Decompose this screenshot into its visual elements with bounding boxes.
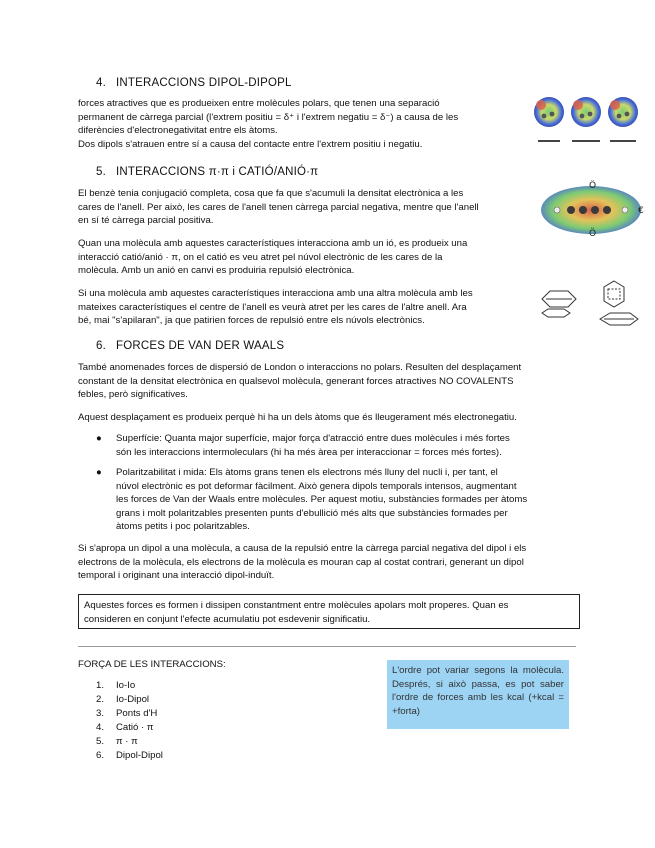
forces-title: FORÇA DE LES INTERACCIONS: bbox=[78, 659, 226, 670]
molecule-map-3 bbox=[608, 97, 638, 127]
section-5-paragraph-2 bbox=[78, 237, 530, 278]
bullet-dot: ● bbox=[96, 467, 102, 478]
text-line: les forces de Van der Waals entre molècules. Per aquest motiu, substàncies formades per àtoms bbox=[116, 494, 528, 506]
horizontal-divider bbox=[78, 646, 576, 647]
text-line: núvol electrònic es pot deformar fàcilment. Això genera dipols temporals intensos, augmentant bbox=[116, 480, 517, 492]
section-6-paragraph-1 bbox=[78, 361, 578, 402]
text-line: Dos dipols s'atrauen entre sí a causa del contacte entre l'extrem positiu i negatiu. bbox=[78, 138, 423, 150]
caption-marks bbox=[538, 140, 636, 142]
text-line: Aquestes forces es formen i dissipen constantment entre molècules apolars molt properes. Quan es bbox=[84, 600, 509, 611]
list-item: 3. Ponts d'H bbox=[96, 708, 158, 719]
benzene-potential-map-figure bbox=[537, 180, 649, 240]
text-line: cares de l'anell. Per això, les cares de l'anell tenen càrrega parcial negativa, mentre que l'anell bbox=[78, 201, 479, 213]
text-line: Si una molècula amb aquestes característiques interacciona amb una altra molècula amb les bbox=[78, 288, 473, 299]
force-label: Ponts d'H bbox=[116, 708, 158, 719]
text-line: El benzè tenia conjugació completa, cosa que fa que s'acumuli la densitat electrònica a les bbox=[78, 188, 464, 199]
highlight-box bbox=[78, 594, 580, 629]
force-label: Dipol-Dipol bbox=[116, 750, 163, 761]
order-note-callout: L'ordre pot variar segons la molècula. Després, si això passa, es pot saber l'ordre de forces amb les kcal (+kcal = +forta) bbox=[387, 660, 569, 729]
molecule-map-1 bbox=[534, 97, 564, 127]
text-line: bé, mai "s'apilaran", ja que patirien forces de repulsió entre els núvols electrònics. bbox=[78, 315, 425, 327]
text-line: febles, però significatives. bbox=[78, 389, 188, 401]
forces-list bbox=[96, 679, 163, 763]
section-4-number: 4. bbox=[96, 77, 106, 89]
text-line: forces atractives que es produeixen entre molècules polars, que tenen una separació bbox=[78, 98, 440, 109]
bullet-dot: ● bbox=[96, 433, 102, 444]
section-5-title: INTERACCIONS π·π i CATIÓ/ANIÓ·π bbox=[116, 166, 319, 178]
text-line: molècula. Amb un anió en canvi es produiria repulsió electrònica. bbox=[78, 265, 355, 277]
section-6-paragraph-3 bbox=[78, 542, 578, 583]
force-label: Io-Io bbox=[116, 680, 136, 691]
text-line: electrons de la molècula, els electrons de la molècula es mouran cap al costat contrari, generant un dipol bbox=[78, 556, 524, 568]
text-line: Polaritzabilitat i mida: Els àtoms grans tenen els electrons més lluny del nucli i, per tant, el bbox=[116, 467, 498, 478]
list-item: 5. π · π bbox=[96, 736, 138, 747]
section-6-title: FORCES DE VAN DER WAALS bbox=[116, 340, 285, 352]
svg-text:€: € bbox=[638, 206, 644, 216]
section-5-paragraph-1 bbox=[78, 187, 530, 228]
force-label: Catió · π bbox=[116, 722, 154, 733]
bullet-polarizability bbox=[96, 466, 578, 534]
section-4-title: INTERACCIONS DIPOL-DIPOPL bbox=[116, 77, 292, 89]
dipole-potential-maps-figure bbox=[532, 90, 644, 146]
text-line: Quan una molècula amb aquestes característiques interacciona amb un ió, es produeix una bbox=[78, 238, 468, 249]
bullet-surface bbox=[96, 432, 578, 459]
text-line: permanent de càrrega parcial (l'extrem positiu = δ⁺ i l'extrem negatiu = δ⁻) a causa de les bbox=[78, 111, 459, 123]
text-line: També anomenades forces de dispersió de London o interaccions no polars. Resulten del desplaçament bbox=[78, 362, 522, 373]
text-line: grans i molt polaritzables presenten punts d'ebullició més alts que substàncies formades per bbox=[116, 507, 508, 519]
list-item: 4. Catió · π bbox=[96, 722, 154, 733]
section-6-number: 6. bbox=[96, 340, 106, 352]
text-line: interacció catió/anió · π, on el catió es veu atret pel núvol electrònic de les cares de la bbox=[78, 251, 443, 263]
text-line: Si s'apropa un dipol a una molècula, a causa de la repulsió entre la càrrega parcial negativa del dipol i els bbox=[78, 543, 527, 554]
text-line: consideren en conjunt l'efecte acumulatiu pot esdevenir significatiu. bbox=[84, 613, 371, 625]
text-line: Superfície: Quanta major superfície, major força d'atracció entre dues molècules i més fortes bbox=[116, 433, 510, 444]
benzene-stacking-figure bbox=[534, 279, 644, 337]
force-label: π · π bbox=[116, 736, 138, 747]
text-line: en sí té càrrega parcial positiva. bbox=[78, 215, 214, 227]
text-line: constant de la densitat electrònica en qualsevol molècula, generant forces atractives NO COVALENTS bbox=[78, 375, 514, 387]
section-4-text bbox=[78, 97, 524, 151]
svg-text:Ö: Ö bbox=[589, 181, 597, 191]
section-6-paragraph-2: Aquest desplaçament es produeix perquè hi ha un dels àtoms que és lleugerament més electronegatiu. bbox=[78, 412, 517, 423]
section-6-heading bbox=[96, 340, 284, 354]
text-line: mateixes característiques el centre de l'anell es veurà atret per les cares de l'altre anell. Ara bbox=[78, 301, 467, 313]
list-item: 2. Io-Dipol bbox=[96, 694, 150, 705]
section-5-heading bbox=[96, 166, 318, 180]
section-5-number: 5. bbox=[96, 166, 106, 178]
text-line: temporal i originant una interacció dipol-induït. bbox=[78, 570, 275, 582]
text-line: són les interaccions intermoleculars (hi ha més àrea per interaccionar = forces més fortes). bbox=[116, 446, 502, 458]
force-label: Io-Dipol bbox=[116, 694, 150, 705]
svg-text:Ö: Ö bbox=[589, 229, 597, 239]
section-4-heading bbox=[96, 77, 292, 91]
list-item: 1. Io-Io bbox=[96, 680, 136, 691]
text-line: diferències d'electronegativitat entre els àtoms. bbox=[78, 125, 278, 137]
text-line: àtoms petits i poc polaritzables. bbox=[116, 521, 250, 533]
section-5-paragraph-3 bbox=[78, 287, 524, 328]
list-item: 6. Dipol-Dipol bbox=[96, 750, 163, 761]
molecule-map-2 bbox=[571, 97, 601, 127]
